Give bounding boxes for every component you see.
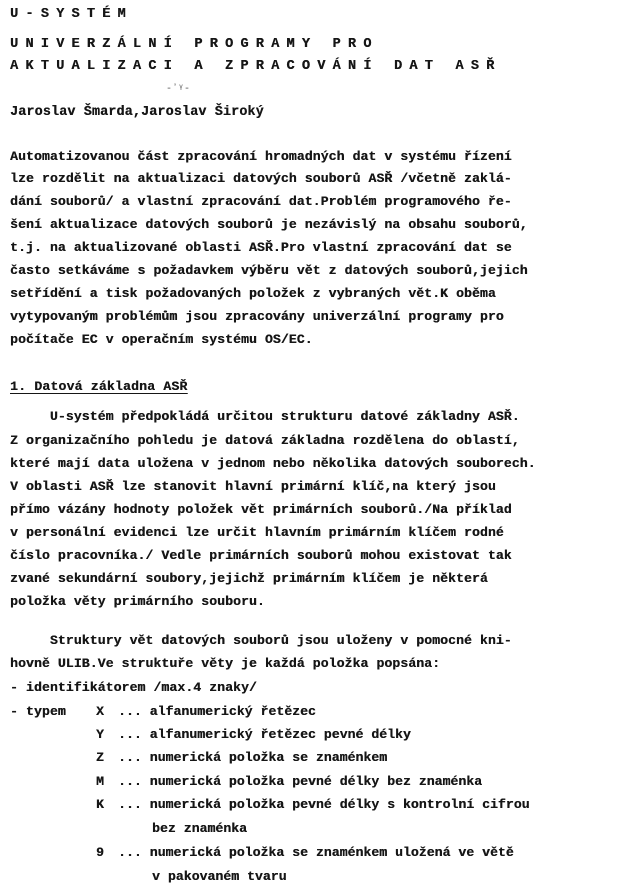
type-description: ... numerická položka se znaménkem: [118, 750, 388, 765]
doc-title-line2: AKTUALIZACI A ZPRACOVÁNÍ DAT ASŘ: [10, 59, 502, 74]
intro-line: setřídění a tisk požadovaných položek z vybraných vět.K oběma: [10, 286, 496, 301]
type-description-continued: bez znaménka: [152, 821, 247, 836]
list-item-identifier: - identifikátorem /max.4 znaky/: [10, 680, 257, 695]
section-heading: 1. Datová základna ASŘ: [10, 379, 188, 394]
intro-line: vytypovaným problémům jsou zpracovány univerzální programy pro: [10, 309, 504, 324]
section1-line: Struktury vět datových souborů jsou uloženy v pomocné kni-: [10, 633, 512, 648]
type-description-continued: v pakovaném tvaru: [152, 869, 287, 884]
intro-line: Automatizovanou část zpracování hromadných dat v systému řízení: [10, 149, 512, 164]
type-code: X: [96, 704, 104, 719]
type-description: ... alfanumerický řetězec pevné délky: [118, 727, 411, 742]
section1-line: hovně ULIB.Ve struktuře věty je každá položka popsána:: [10, 656, 441, 671]
type-code: M: [96, 774, 104, 789]
scan-artifact-mark: -ʼᵞ-: [166, 84, 191, 95]
type-code: 9: [96, 845, 104, 860]
intro-line: šení aktualizace datových souborů je nezávislý na obsahu souborů,: [10, 217, 528, 232]
section1-line: U-systém předpokládá určitou strukturu datové základny ASŘ.: [10, 409, 520, 424]
intro-line: často setkáváme s požadavkem výběru vět z datových souborů,jejich: [10, 263, 528, 278]
list-item-type-prefix: - typem: [10, 704, 66, 719]
section1-line: položka věty primárního souboru.: [10, 594, 265, 609]
doc-title-line1: UNIVERZÁLNÍ PROGRAMY PRO: [10, 37, 379, 52]
section1-line: přímo vázány hodnoty položek vět primárních souborů./Na příklad: [10, 502, 512, 517]
section1-line: v personální evidenci lze určit hlavním primárním klíčem rodné: [10, 525, 504, 540]
section1-line: číslo pracovníka./ Vedle primárních souborů mohou existovat tak: [10, 548, 512, 563]
intro-line: lze rozdělit na aktualizaci datových souborů ASŘ /včetně zaklá-: [10, 171, 512, 186]
type-code: Z: [96, 750, 104, 765]
intro-line: t.j. na aktualizované oblasti ASŘ.Pro vlastní zpracování dat se: [10, 240, 512, 255]
section1-line: V oblasti ASŘ lze stanovit hlavní primární klíč,na který jsou: [10, 479, 496, 494]
section1-line: Z organizačního pohledu je datová základna rozdělena do oblastí,: [10, 433, 520, 448]
section1-line: které mají data uložena v jednom nebo několika datových souborech.: [10, 456, 536, 471]
type-code: K: [96, 797, 104, 812]
section1-line: zvané sekundární soubory,jejichž primárním klíčem je některá: [10, 571, 488, 586]
type-description: ... alfanumerický řetězec: [118, 704, 316, 719]
type-description: ... numerická položka se znaménkem uložená ve větě: [118, 845, 514, 860]
doc-title-system: U-SYSTÉM: [10, 7, 133, 22]
type-code: Y: [96, 727, 104, 742]
intro-line: dání souborů/ a vlastní zpracování dat.Problém programového ře-: [10, 194, 512, 209]
intro-line: počítače EC v operačním systému OS/EC.: [10, 332, 313, 347]
type-description: ... numerická položka pevné délky s kontrolní cifrou: [118, 797, 530, 812]
type-description: ... numerická položka pevné délky bez znaménka: [118, 774, 483, 789]
authors: Jaroslav Šmarda,Jaroslav Široký: [10, 105, 264, 120]
